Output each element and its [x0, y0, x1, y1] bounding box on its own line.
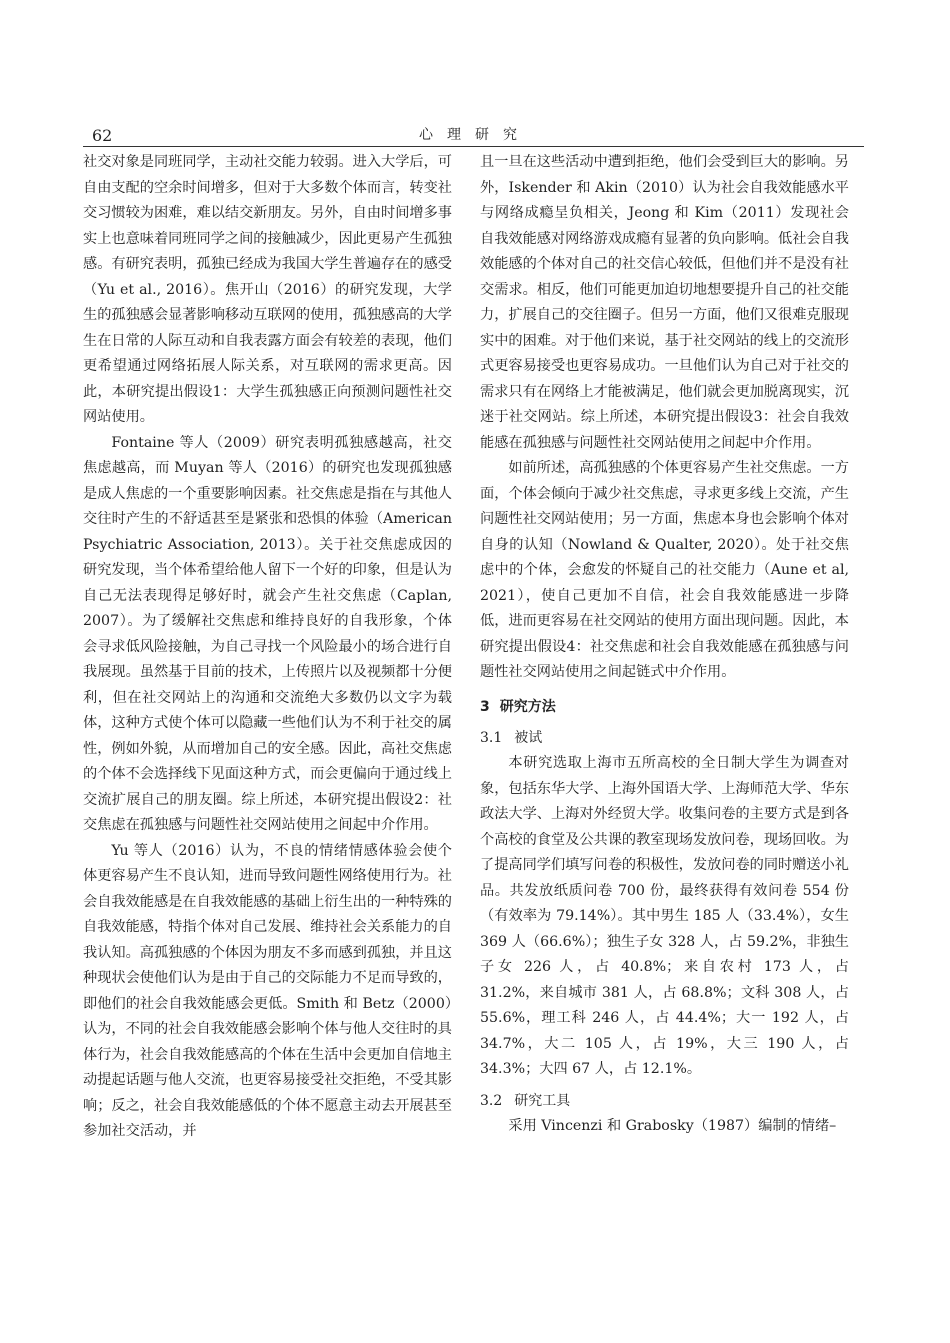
right-paragraph-1: 且一旦在这些活动中遭到拒绝，他们会受到巨大的影响。另外，Iskender 和 Akin（2010）认为社会自我效能感水平与网络成瘾呈负相关，Jeong 和 Kim（2011）发现社会自我效能感对网络游戏成瘾有显著的负向影响。低社会自我效能感的个体对自己的社交信心较低，但他们并不是没有社交需求。相反，他们可能更加迫切地想要提升自己的社交能力，扩展自己的交往圈子。但另一方面，他们又很难克服现实中的困难。对于他们来说，基于社交网站的线上的交流形式更容易接受也更容易成功。一旦他们认为自己对于社交的需求只有在网络上才能被满足，他们就会更加脱离现实，沉迷于社交网站。综上所述，本研究提出假设3：社会自我效能感在孤独感与问题性社交网站使用之间起中介作用。 [480, 154, 849, 451]
subsection-title: 研究工具 [514, 1092, 571, 1109]
subsection-heading-3-2 [480, 1089, 849, 1115]
page-number: 62 [92, 126, 113, 145]
section-number: 3 [480, 698, 490, 715]
section-title: 研究方法 [499, 698, 556, 715]
left-paragraph-2: Fontaine 等人（2009）研究表明孤独感越高，社交焦虑越高，而 Muyan 等人（2016）的研究也发现孤独感是成人焦虑的一个重要影响因素。社交焦虑是指在与其他人交往时产生的不舒适甚至是紧张和恐惧的体验（American Psychiatric Association, 2013）。关于社交焦虑成因的研究发现，当个体希望给他人留下一个好的印象，但是认为自己无法表现得足够好时，就会产生社交焦虑（Caplan, 2007）。为了缓解社交焦虑和维持良好的自我形象，个体会寻求低风险接触，为自己寻找一个风险最小的场合进行自我展现。虽然基于目前的技术，上传照片以及视频都十分便利，但在社交网站上的沟通和交流绝大多数仍以文字为载体，这种方式使个体可以隐藏一些他们认为不利于社交的属性，例如外貌，从而增加自己的安全感。因此，高社交焦虑的个体不会选择线下见面这种方式，而会更偏向于通过线上交流扩展自己的朋友圈。综上所述，本研究提出假设2：社交焦虑在孤独感与问题性社交网站使用之间起中介作用。 [83, 434, 452, 833]
right-paragraph-4: 采用 Vincenzi 和 Grabosky（1987）编制的情绪– [508, 1118, 837, 1134]
running-title: 心理研究 [419, 127, 531, 143]
subsection-heading-3-1 [480, 726, 849, 752]
right-paragraph-3: 本研究选取上海市五所高校的全日制大学生为调查对象，包括东华大学、上海外国语大学、上海师范大学、华东政法大学、上海对外经贸大学。收集问卷的主要方式是到各个高校的食堂及公共课的教室现场发放问卷，现场回收。为了提高同学们填写问卷的积极性，发放问卷的同时赠送小礼品。共发放纸质问卷 700 份，最终获得有效问卷 554 份（有效率为 79.14%）。其中男生 185 人（33.4%），女生 369 人（66.6%）；独生子女 328 人，占 59.2%，非独生子女 226 人，占 40.8%；来自农村 173 人，占 31.2%，来自城市 381 人，占 68.8%；文科 308 人，占 55.6%，理工科 246 人，占 44.4%；大一 192 人，占 34.7%，大二 105 人，占 19%，大三 190 人，占 34.3%；大四 67 人，占 12.1%。 [480, 755, 849, 1077]
subsection-number: 3.2 [480, 1092, 503, 1109]
header-rule [83, 146, 864, 147]
left-paragraph-3: Yu 等人（2016）认为，不良的情绪情感体验会使个体更容易产生不良认知，进而导致问题性网络使用行为。社会自我效能感是在自我效能感的基础上衍生出的一种特殊的自我效能感，特指个体对自己发展、维持社会关系能力的自我认知。高孤独感的个体因为朋友不多而感到孤独，并且这种现状会使他们认为是由于自己的交际能力不足而导致的，即他们的社会自我效能感会更低。Smith 和 Betz（2000）认为，不同的社会自我效能感会影响个体与他人交往时的具体行为，社会自我效能感高的个体在生活中会更加自信地主动提起话题与他人交流，也更容易接受社交拒绝，不受其影响；反之，社会自我效能感低的个体不愿意主动去开展甚至参加社交活动，并 [83, 842, 452, 1139]
subsection-number: 3.1 [480, 729, 503, 746]
right-column [480, 150, 849, 1140]
left-column [83, 150, 452, 1145]
right-paragraph-2: 如前所述，高孤独感的个体更容易产生社交焦虑。一方面，个体会倾向于减少社交焦虑，寻求更多线上交流，产生问题性社交网站使用；另一方面，焦虑本身也会影响个体对自身的认知（Nowland & Qualter, 2020）。处于社交焦虑中的个体，会愈发的怀疑自己的社交能力（Aune et al, 2021），使自己更加不自信，社会自我效能感进一步降低，进而更容易在社交网站的使用方面出现问题。因此，本研究提出假设4：社交焦虑和社会自我效能感在孤独感与问题性社交网站使用之间起链式中介作用。 [480, 460, 849, 680]
left-paragraph-1: 社交对象是同班同学，主动社交能力较弱。进入大学后，可自由支配的空余时间增多，但对于大多数个体而言，转变社交习惯较为困难，难以结交新朋友。另外，自由时间增多事实上也意味着同班同学之间的接触减少，因此更易产生孤独感。有研究表明，孤独已经成为我国大学生普遍存在的感受（Yu et al., 2016）。焦开山（2016）的研究发现，大学生的孤独感会显著影响移动互联网的使用，孤独感高的大学生在日常的人际互动和自我表露方面会有较差的表现，他们更希望通过网络拓展人际关系，对互联网的需求更高。因此，本研究提出假设1：大学生孤独感正向预测问题性社交网站使用。 [83, 154, 452, 425]
subsection-title: 被试 [514, 729, 543, 746]
section-heading-3 [480, 695, 849, 719]
